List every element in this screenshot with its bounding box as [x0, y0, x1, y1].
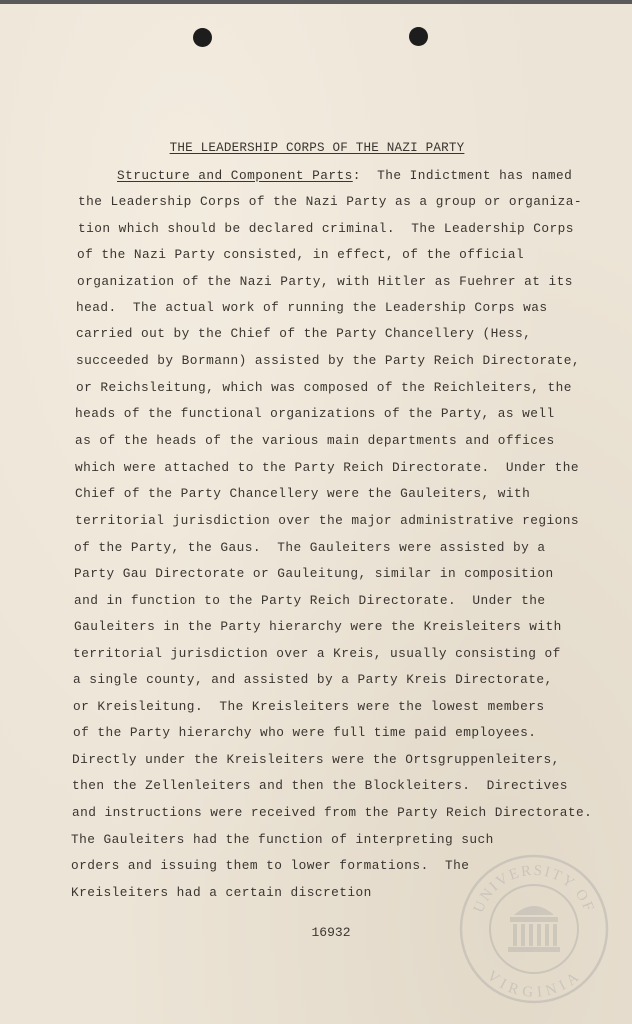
- text-line: Chief of the Party Chancellery were the Gauleiters, with: [75, 486, 531, 501]
- text-line: Party Gau Directorate or Gauleitung, similar in composition: [74, 566, 554, 581]
- text-line: or Reichsleitung, which was composed of the Reichleiters, the: [76, 380, 572, 395]
- seal-text-top: UNIVERSITY OF: [470, 862, 598, 916]
- text-line: the Leadership Corps of the Nazi Party as a group or organiza-: [78, 194, 583, 209]
- text-line: and in function to the Party Reich Directorate. Under the: [74, 593, 546, 608]
- text-line: and instructions were received from the Party Reich Directorate.: [72, 805, 593, 820]
- text-line: as of the heads of the various main departments and offices: [75, 433, 555, 448]
- text-line: succeeded by Bormann) assisted by the Party Reich Directorate,: [76, 353, 581, 368]
- text-line: territorial jurisdiction over the major administrative regions: [75, 513, 580, 528]
- text-line: then the Zellenleiters and then the Blockleiters. Directives: [72, 778, 568, 793]
- text-line: carried out by the Chief of the Party Chancellery (Hess,: [76, 326, 532, 341]
- text-line: of the Party, the Gaus. The Gauleiters were assisted by a: [74, 540, 546, 555]
- text-line: heads of the functional organizations of the Party, as well: [75, 406, 555, 421]
- text-line: a single county, and assisted by a Party Kreis Directorate,: [73, 672, 553, 687]
- first-text-line: [117, 168, 572, 184]
- text-line: orders and issuing them to lower formations. The: [71, 858, 470, 873]
- text-line: head. The actual work of running the Leadership Corps was: [76, 300, 548, 315]
- text-line: territorial jurisdiction over a Kreis, usually consisting of: [73, 646, 561, 661]
- text-line: tion which should be declared criminal. The Leadership Corps: [78, 221, 574, 236]
- text-line: Directly under the Kreisleiters were the Ortsgruppenleiters,: [72, 752, 560, 767]
- punch-hole-right: [409, 27, 428, 46]
- text-line: Kreisleiters had a certain discretion: [71, 885, 372, 900]
- seal-inner-ring: [490, 885, 578, 973]
- document-title: THE LEADERSHIP CORPS OF THE NAZI PARTY: [169, 141, 465, 155]
- text-line: of the Nazi Party consisted, in effect, of the official: [77, 247, 525, 262]
- section-subheading: Structure and Component Parts: [117, 168, 353, 183]
- text-line: The Gauleiters had the function of interpreting such: [71, 832, 494, 847]
- text-line: or Kreisleitung. The Kreisleiters were the lowest members: [73, 699, 545, 714]
- first-line-rest: : The Indictment has named: [352, 168, 573, 183]
- punch-hole-left: [193, 28, 212, 47]
- text-line: which were attached to the Party Reich Directorate. Under the: [75, 460, 580, 475]
- text-line: Gauleiters in the Party hierarchy were the Kreisleiters with: [74, 619, 562, 634]
- text-line: organization of the Nazi Party, with Hitler as Fuehrer at its: [77, 274, 573, 289]
- seal-text-bottom: VIRGINIA: [483, 967, 585, 1001]
- text-line: of the Party hierarchy who were full time paid employees.: [73, 725, 537, 740]
- university-seal-stamp: [458, 853, 610, 1005]
- page-top-edge: [0, 0, 632, 4]
- rotunda-icon: [508, 906, 560, 952]
- page-number: 16932: [311, 925, 351, 940]
